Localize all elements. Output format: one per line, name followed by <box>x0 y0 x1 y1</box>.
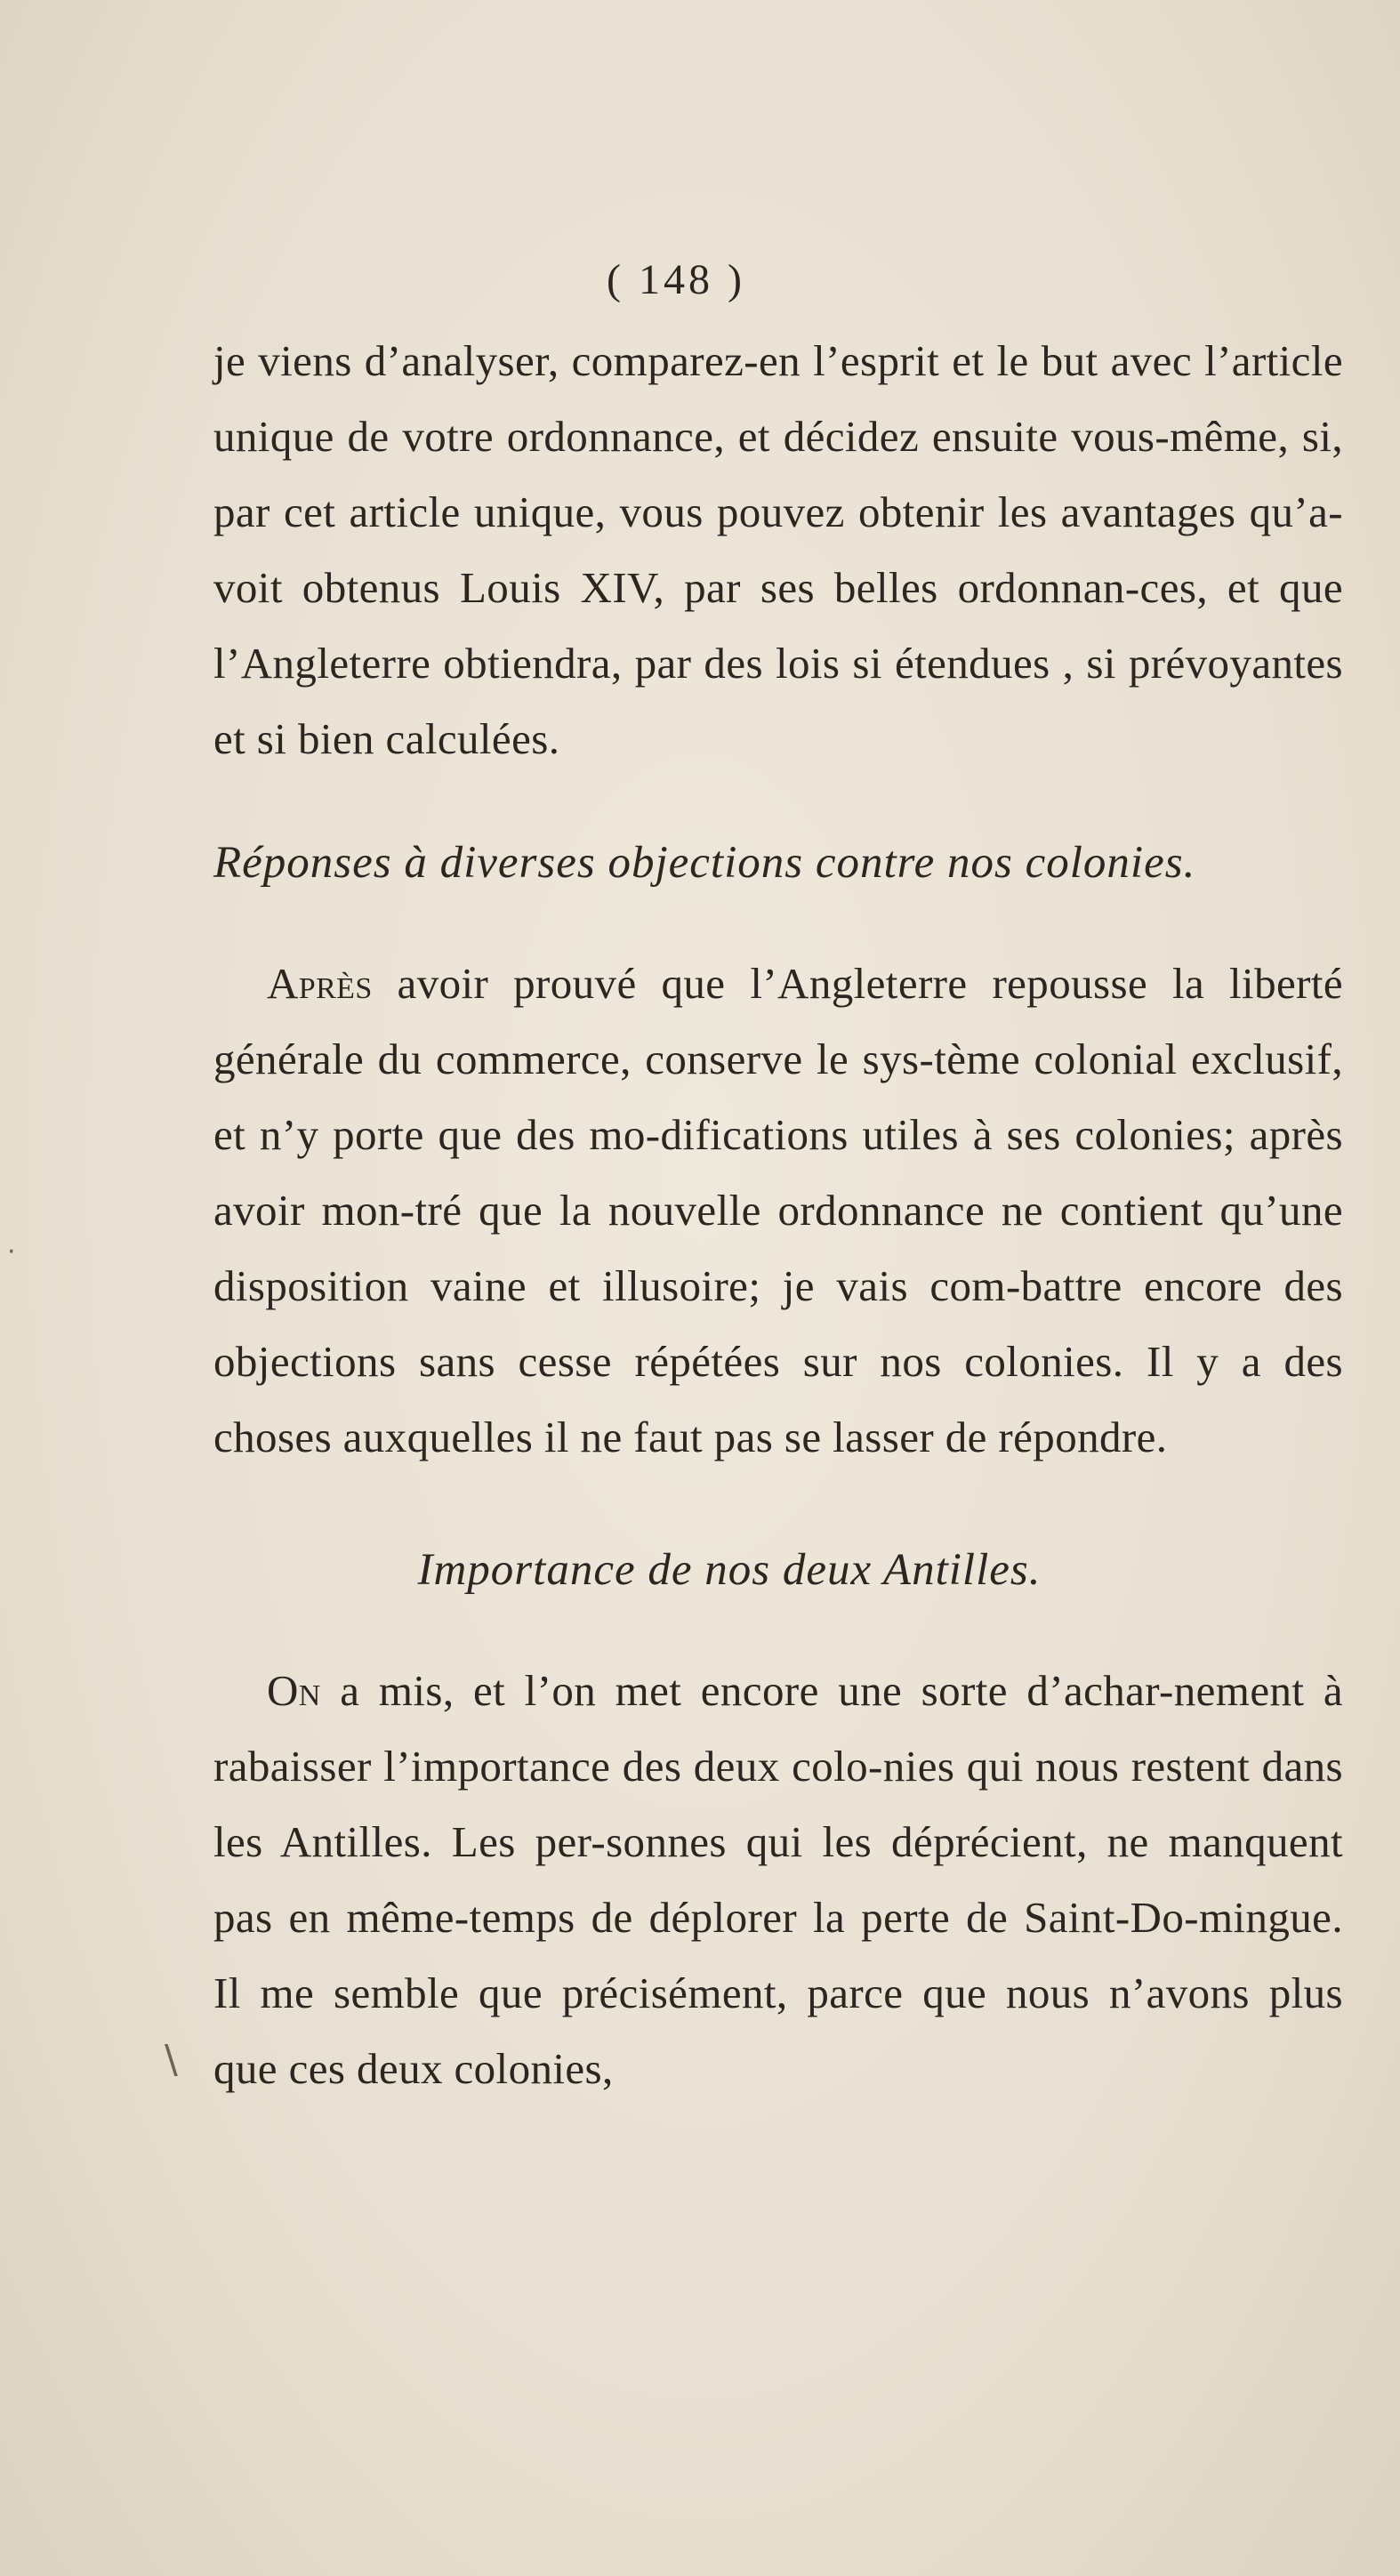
paragraph-text: avoir prouvé que l’Angleterre repousse la liberté générale du commerce, conserve le sys-tème colonial exclusif, et n’y porte que des mo-difications utiles à ses colonies; après avoir mon-tré que la nouvelle ordonnance ne contient qu’une disposition vaine et illusoire; je vais com-battre encore des objections sans cesse répétées sur nos colonies. Il y a des choses auxquelles il ne faut pas se lasser de répondre. <box>213 959 1343 1461</box>
paragraph-text: je viens d’analyser, comparez-en l’esprit et le but avec l’article unique de votre ordonnance, et décidez ensuite vous-même, si, par cet article unique, vous pouvez obtenir les avantages qu’a-voit obtenus Louis XIV, par ses belles ordonnan-ces, et que l’Angleterre obtiendra, par des lois si étendues , si prévoyantes et si bien calculées. <box>213 336 1343 763</box>
paragraph-objections <box>213 946 1343 1475</box>
paragraph-lead-word: On <box>267 1666 321 1715</box>
margin-pencil-stroke: \ <box>165 2037 178 2082</box>
paragraph-text: a mis, et l’on met encore une sorte d’achar-nement à rabaisser l’importance des deux colo-nies qui nous restent dans les Antilles. Les per-sonnes qui les déprécient, ne manquent pas en même-temps de déplorer la perte de Saint-Do-mingue. Il me semble que précisément, parce que nous n’avons plus que ces deux colonies, <box>213 1666 1343 2093</box>
paragraph-continuation <box>213 323 1343 777</box>
page-number: ( 148 ) <box>607 256 745 303</box>
section-heading-objections: Réponses à diverses objections contre nos colonies. <box>213 838 1196 888</box>
paragraph-antilles <box>213 1653 1343 2106</box>
paragraph-lead-word: Après <box>267 959 373 1008</box>
page-text <box>213 245 1343 2106</box>
section-heading-antilles: Importance de nos deux Antilles. <box>417 1545 1042 1595</box>
margin-dot: · <box>7 1236 16 1268</box>
